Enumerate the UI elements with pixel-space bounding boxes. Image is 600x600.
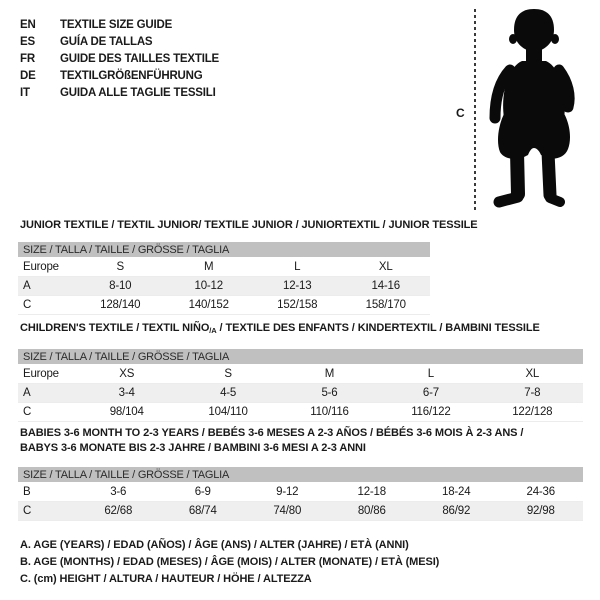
language-code: EN <box>20 18 36 31</box>
table-row <box>18 365 583 384</box>
section-title-children <box>20 322 540 335</box>
title-line: BABIES 3-6 MONTH TO 2-3 YEARS / BEBÉS 3-6 MESES A 2-3 AÑOS / BÉBÉS 3-6 MOIS À 2-3 ANS / <box>20 427 524 439</box>
title-text: CHILDREN'S TEXTILE / TEXTIL NIÑO <box>20 322 210 334</box>
size-cell: XS <box>119 368 135 380</box>
language-code: DE <box>20 69 36 82</box>
size-cell: 9-12 <box>276 486 299 498</box>
size-cell: XL <box>378 261 393 273</box>
size-cell: XL <box>525 368 540 380</box>
size-cell: 14-16 <box>371 280 400 292</box>
language-header <box>20 16 219 101</box>
row-label: C <box>23 299 32 311</box>
toddler-silhouette-icon <box>484 6 584 208</box>
size-cell: 92/98 <box>526 505 555 517</box>
size-cell: 158/170 <box>365 299 406 311</box>
size-cell: L <box>427 368 434 380</box>
legend-line-height: C. (cm) HEIGHT / ALTURA / HAUTEUR / HÖHE / ALTEZZA <box>20 573 312 585</box>
table-row <box>18 277 430 296</box>
children-size-table <box>18 349 583 422</box>
guide-title: GUIDE DES TAILLES TEXTILE <box>60 52 219 65</box>
size-cell: 62/68 <box>104 505 133 517</box>
size-cell: 116/122 <box>411 406 451 418</box>
table-row <box>18 384 583 403</box>
size-cell: 3-6 <box>110 486 127 498</box>
row-label: Europe <box>23 261 59 273</box>
row-label: B <box>23 486 31 498</box>
language-row <box>20 84 219 101</box>
size-cell: 24-36 <box>526 486 555 498</box>
table-header: SIZE / TALLA / TAILLE / GRÖSSE / TAGLIA <box>18 242 430 257</box>
language-row <box>20 33 219 50</box>
size-cell: 18-24 <box>442 486 471 498</box>
measurement-legend <box>20 537 439 588</box>
size-cell: 122/128 <box>512 406 553 418</box>
size-cell: 6-9 <box>194 486 211 498</box>
height-measure-label: C <box>456 106 465 120</box>
title-subscript: /A <box>209 326 217 335</box>
size-cell: M <box>204 261 214 273</box>
language-code: IT <box>20 86 30 99</box>
size-cell: 140/152 <box>188 299 229 311</box>
language-code: ES <box>20 35 35 48</box>
size-cell: 86/92 <box>442 505 471 517</box>
title-line: BABYS 3-6 MONATE BIS 2-3 JAHRE / BAMBINI 3-6 MESI A 2-3 ANNI <box>20 441 366 454</box>
guide-title: TEXTILGRÖßENFÜHRUNG <box>60 69 203 82</box>
row-label: A <box>23 280 31 292</box>
legend-line-age-months: B. AGE (MONTHS) / EDAD (MESES) / ÂGE (MOIS) / ALTER (MONATE) / ETÀ (MESI) <box>20 556 440 568</box>
table-row <box>18 296 430 315</box>
junior-size-table <box>18 242 430 315</box>
language-row <box>20 67 219 84</box>
section-title-junior: JUNIOR TEXTILE / TEXTIL JUNIOR/ TEXTILE JUNIOR / JUNIORTEXTIL / JUNIOR TESSILE <box>20 219 478 231</box>
size-cell: 10-12 <box>194 280 223 292</box>
guide-title: GUÍA DE TALLAS <box>60 35 153 48</box>
size-cell: 3-4 <box>118 387 135 399</box>
size-cell: 98/104 <box>109 406 144 418</box>
table-row <box>18 502 583 521</box>
size-cell: L <box>294 261 301 273</box>
size-cell: 80/86 <box>357 505 386 517</box>
size-cell: 7-8 <box>524 387 541 399</box>
size-cell: 110/116 <box>310 406 349 418</box>
size-cell: 12-18 <box>357 486 386 498</box>
row-label: Europe <box>23 368 59 380</box>
table-row <box>18 403 583 422</box>
legend-line-age-years: A. AGE (YEARS) / EDAD (AÑOS) / ÂGE (ANS) / ALTER (JAHRE) / ETÀ (ANNI) <box>20 539 409 551</box>
table-header: SIZE / TALLA / TAILLE / GRÖSSE / TAGLIA <box>18 349 583 364</box>
size-cell: 4-5 <box>220 387 237 399</box>
table-header: SIZE / TALLA / TAILLE / GRÖSSE / TAGLIA <box>18 467 583 482</box>
row-label: A <box>23 387 31 399</box>
babies-size-table <box>18 467 583 521</box>
language-row <box>20 16 219 33</box>
size-cell: 8-10 <box>109 280 132 292</box>
size-cell: 6-7 <box>422 387 439 399</box>
size-cell: S <box>116 261 124 273</box>
size-cell: 74/80 <box>273 505 302 517</box>
height-dashed-line <box>474 9 476 211</box>
size-cell: S <box>224 368 232 380</box>
title-text: / TEXTILE DES ENFANTS / KINDERTEXTIL / BAMBINI TESSILE <box>216 322 540 334</box>
guide-title: GUIDA ALLE TAGLIE TESSILI <box>60 86 216 99</box>
table-row <box>18 483 583 502</box>
section-title-babies <box>20 426 523 455</box>
guide-title: TEXTILE SIZE GUIDE <box>60 18 173 31</box>
language-row <box>20 50 219 67</box>
size-cell: 128/140 <box>100 299 141 311</box>
size-cell: 68/74 <box>188 505 217 517</box>
size-cell: 104/110 <box>208 406 248 418</box>
size-cell: 12-13 <box>283 280 312 292</box>
table-row <box>18 258 430 277</box>
size-cell: 5-6 <box>321 387 338 399</box>
language-code: FR <box>20 52 35 65</box>
row-label: C <box>23 406 32 418</box>
size-cell: 152/158 <box>277 299 318 311</box>
row-label: C <box>23 505 32 517</box>
size-cell: M <box>324 368 335 380</box>
